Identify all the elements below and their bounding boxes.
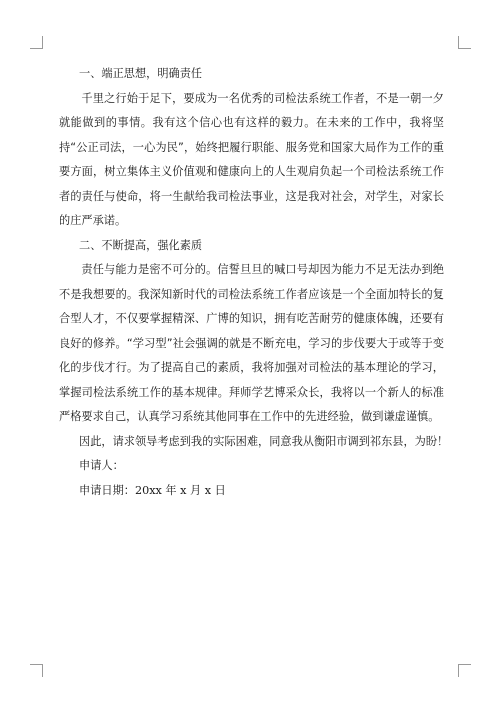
section2-paragraph: 责任与能力是密不可分的。信誓旦旦的喊口号却因为能力不足无法办到绝不是我想要的。我深知新时代的司检法系统工作者应该是一个全面加特长的复合型人才，不仅要掌握精深、广博的知识，拥有吃苦耐劳的健康体魄，还要有良好的修养。“学习型”社会强调的就是不断充电，学习的步伐要大于或等于变化的步伐才行。为了提高自己的素质，我将加强对司检法的基本理论的学习，掌握司检法系统工作的基本规律。拜师学艺博采众长，我将以一个新人的标准严格要求自己，认真学习系统其他同事在工作中的先进经验，做到谦虚谨慎。 — [59, 263, 444, 423]
closing-request: 因此，请求领导考虑到我的实际困难，同意我从衡阳市调到祁东县，为盼！ — [79, 434, 449, 448]
application-date — [59, 479, 444, 504]
section2-heading: 二、不断提高，强化素质 — [79, 238, 203, 252]
section1-heading: 一、端正思想，明确责任 — [79, 67, 203, 80]
crop-mark-bottom-right — [458, 664, 471, 677]
section1-paragraph: 千里之行始于足下，要成为一名优秀的司检法系统工作者，不是一朝一夕就能做到的事情。我有这个信心也有这样的毅力。在未来的工作中，我将坚持“公正司法，一心为民”，始终把履行职能、服务党和国家大局作为工作的重要方面，树立集体主义价值观和健康向上的人生观肩负起一个司检法系统工作者的责任与使命，将一生献给我司检法事业，这是我对社会，对学生，对家长的庄严承诺。 — [59, 91, 444, 227]
crop-mark-bottom-left — [30, 664, 43, 677]
crop-mark-top-left — [30, 36, 43, 49]
applicant-label: 申请人： — [79, 459, 124, 472]
date-value: 20xx 年 x 月 x 日 — [134, 483, 226, 497]
crop-mark-top-right — [458, 36, 471, 49]
document-body — [59, 62, 449, 503]
date-label: 申请日期： — [79, 483, 135, 497]
